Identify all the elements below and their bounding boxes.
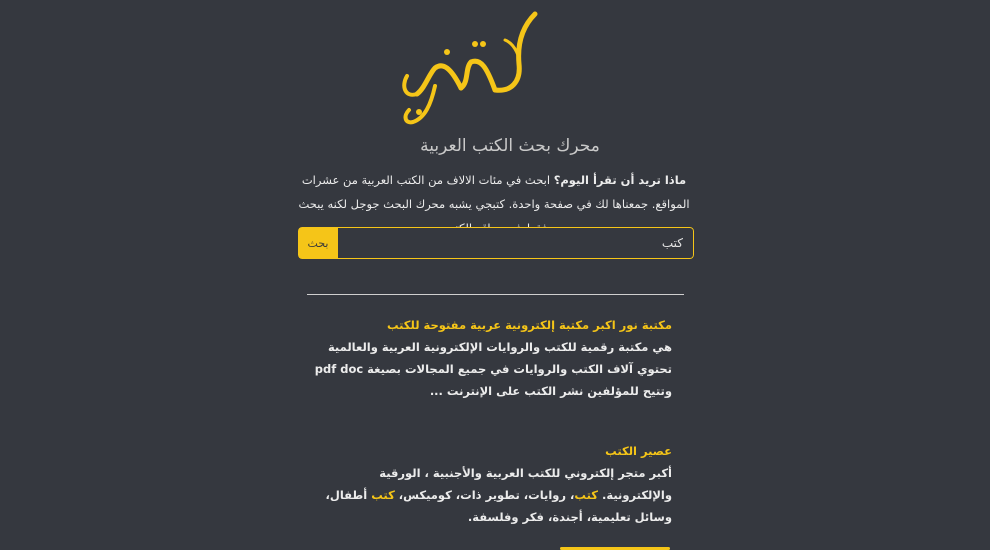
tagline: محرك بحث الكتب العربية bbox=[420, 136, 600, 156]
result-item bbox=[310, 440, 672, 528]
kotobji-logo[interactable] bbox=[395, 8, 545, 128]
highlighted-term: كتب bbox=[574, 488, 598, 502]
search-bar bbox=[298, 227, 694, 259]
desc-part: أكبر متجر إلكتروني للكتب العربية والأجنبية ، الورقية والإلكترونية. bbox=[379, 466, 672, 502]
intro-description: ابحث في مئات الالاف من الكتب العربية من عشرات المواقع. جمعناها لك في صفحة واحدة. كتبجي يشبه محرك البحث جوجل لكنه يبحث bbox=[298, 173, 690, 211]
highlighted-term: كتب bbox=[371, 488, 395, 502]
divider bbox=[307, 294, 684, 295]
results-list bbox=[310, 314, 672, 550]
desc-part: أطفال، وسائل تعليمية، أجندة، فكر وفلسفة. bbox=[325, 488, 672, 524]
search-button[interactable]: بحث bbox=[298, 227, 338, 259]
intro-question: ماذا تريد أن تقرأ اليوم؟ bbox=[553, 173, 687, 187]
result-title-link[interactable]: مكتبة نور اكبر مكتبة إلكترونية عربية مفتوحة للكتب bbox=[386, 318, 672, 332]
result-title-link[interactable]: عصير الكتب bbox=[605, 444, 672, 458]
search-input[interactable] bbox=[338, 227, 694, 259]
result-description bbox=[310, 462, 672, 528]
result-description: هي مكتبة رقمية للكتب والروايات الإلكترونية العربية والعالمية تحتوي آلاف الكتب والروايات في جميع المجالات بصيغة pdf doc وتتيح للمؤلفين نشر الكتب على الإنترنت ... bbox=[314, 340, 672, 398]
desc-part: ، روايات، تطوير ذات، كوميكس، bbox=[394, 488, 575, 502]
next-result-title-peek[interactable] bbox=[560, 543, 670, 550]
result-item bbox=[310, 314, 672, 402]
